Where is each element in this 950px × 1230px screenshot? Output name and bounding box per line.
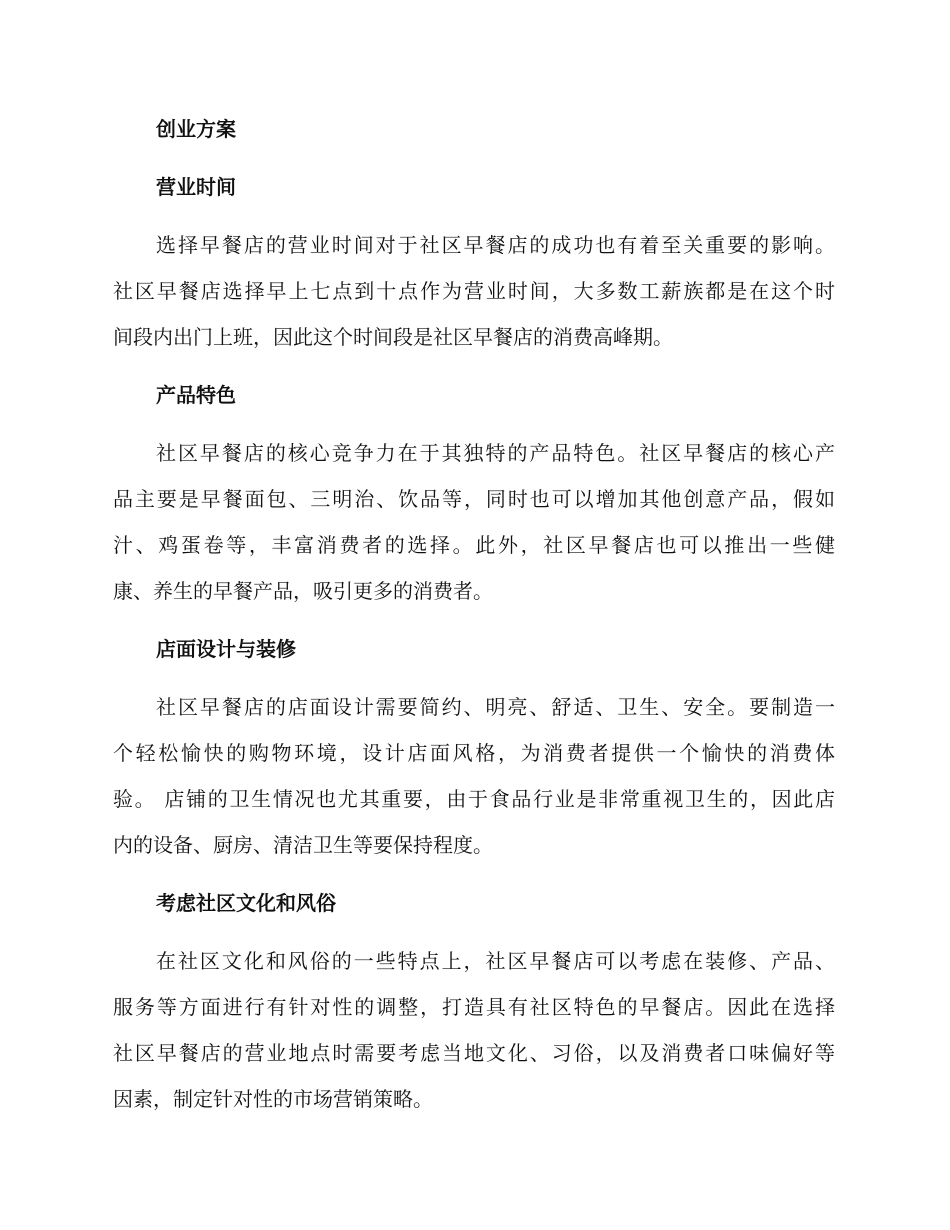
section-heading-culture: 考虑社区文化和风俗 [156, 891, 336, 915]
paragraph-line: 社区早餐店的营业地点时需要考虑当地文化、习俗，以及消费者口味偏好等 [113, 1041, 835, 1065]
paragraph-line: 因素，制定针对性的市场营销策略。 [113, 1087, 433, 1111]
paragraph-line: 社区早餐店选择早上七点到十点作为营业时间，大多数工薪族都是在这个时 [113, 279, 835, 303]
paragraph-line: 验。 店铺的卫生情况也尤其重要，由于食品行业是非常重视卫生的，因此店 [113, 787, 835, 811]
paragraph-line: 内的设备、厨房、清洁卫生等要保持程度。 [113, 833, 493, 857]
paragraph-line: 品主要是早餐面包、三明治、饮品等，同时也可以增加其他创意产品，假如 [113, 487, 835, 511]
document-title: 创业方案 [156, 117, 236, 141]
document-page [113, 106, 835, 1134]
paragraph-line: 汁、鸡蛋卷等，丰富消费者的选择。此外，社区早餐店也可以推出一些健 [113, 533, 835, 557]
section-heading-hours: 营业时间 [156, 175, 236, 199]
section-heading-products: 产品特色 [156, 383, 236, 407]
section-paragraph-culture [113, 938, 835, 1122]
section-heading-design: 店面设计与装修 [156, 637, 296, 661]
paragraph-line: 选择早餐店的营业时间对于社区早餐店的成功也有着至关重要的影响。 [156, 233, 835, 257]
paragraph-line: 个轻松愉快的购物环境，设计店面风格，为消费者提供一个愉快的消费体 [113, 741, 835, 765]
section-paragraph-products [113, 430, 835, 614]
paragraph-line: 间段内出门上班，因此这个时间段是社区早餐店的消费高峰期。 [113, 325, 673, 349]
section-paragraph-hours [113, 222, 835, 360]
paragraph-line: 康、养生的早餐产品，吸引更多的消费者。 [113, 579, 493, 603]
paragraph-line: 服务等方面进行有针对性的调整，打造具有社区特色的早餐店。因此在选择 [113, 995, 835, 1019]
paragraph-line: 社区早餐店的核心竞争力在于其独特的产品特色。社区早餐店的核心产 [156, 441, 835, 465]
paragraph-line: 在社区文化和风俗的一些特点上，社区早餐店可以考虑在装修、产品、 [156, 949, 835, 973]
section-paragraph-design [113, 684, 835, 868]
paragraph-line: 社区早餐店的店面设计需要简约、明亮、舒适、卫生、安全。要制造一 [156, 695, 835, 719]
